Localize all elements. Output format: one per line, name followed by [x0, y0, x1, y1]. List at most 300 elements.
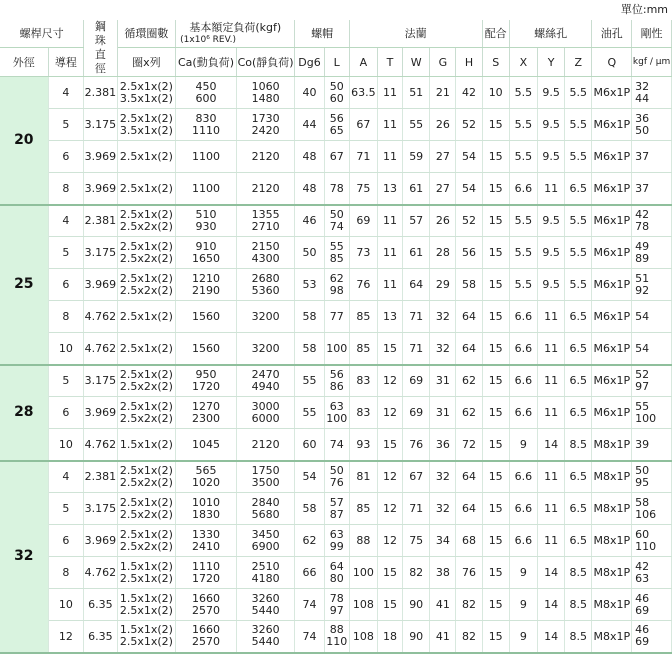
w-cell: 51	[403, 77, 430, 109]
a-cell: 67	[349, 109, 377, 141]
header-x: X	[509, 48, 537, 77]
h-cell: 82	[456, 589, 482, 621]
circuits-cell: 2.5x1x(2) 2.5x2x(2)	[117, 397, 176, 429]
circuits-cell: 2.5x1x(2)	[117, 173, 176, 205]
ca-cell: 1100	[176, 173, 237, 205]
dg6-cell: 53	[295, 269, 324, 301]
stiffness-cell: 51 92	[632, 269, 672, 301]
h-cell: 64	[456, 333, 482, 365]
ball-dia-cell: 3.175	[84, 237, 117, 269]
s-cell: 15	[482, 301, 509, 333]
z-cell: 6.5	[565, 493, 592, 525]
dg6-cell: 48	[295, 173, 324, 205]
z-cell: 6.5	[565, 365, 592, 397]
co-cell: 3450 6900	[236, 525, 295, 557]
q-cell: M8x1P	[592, 589, 632, 621]
header-circuits-sub: 圈x列	[117, 48, 176, 77]
dg6-cell: 58	[295, 493, 324, 525]
table-row	[0, 621, 672, 653]
q-cell: M6x1P	[592, 269, 632, 301]
a-cell: 100	[349, 557, 377, 589]
z-cell: 5.5	[565, 269, 592, 301]
lead-cell: 5	[48, 237, 84, 269]
w-cell: 61	[403, 237, 430, 269]
outer-dia-cell: 20	[0, 77, 48, 205]
a-cell: 85	[349, 301, 377, 333]
header-y: Y	[538, 48, 565, 77]
header-h: H	[456, 48, 482, 77]
s-cell: 15	[482, 141, 509, 173]
dg6-cell: 62	[295, 525, 324, 557]
q-cell: M6x1P	[592, 205, 632, 237]
z-cell: 5.5	[565, 77, 592, 109]
co-cell: 1750 3500	[236, 461, 295, 493]
header-flange: 法蘭	[349, 20, 482, 48]
x-cell: 5.5	[509, 141, 537, 173]
a-cell: 69	[349, 205, 377, 237]
y-cell: 11	[538, 493, 565, 525]
g-cell: 21	[430, 77, 456, 109]
g-cell: 31	[430, 397, 456, 429]
w-cell: 82	[403, 557, 430, 589]
stiffness-cell: 32 44	[632, 77, 672, 109]
header-lead: 導程	[48, 48, 84, 77]
z-cell: 6.5	[565, 333, 592, 365]
stiffness-cell: 46 69	[632, 589, 672, 621]
stiffness-cell: 36 50	[632, 109, 672, 141]
circuits-cell: 2.5x1x(2)	[117, 301, 176, 333]
header-screw-size: 螺桿尺寸	[0, 20, 84, 48]
co-cell: 3260 5440	[236, 621, 295, 653]
lead-cell: 4	[48, 77, 84, 109]
t-cell: 11	[378, 237, 403, 269]
g-cell: 26	[430, 109, 456, 141]
ca-cell: 1330 2410	[176, 525, 237, 557]
co-cell: 2120	[236, 429, 295, 461]
s-cell: 15	[482, 557, 509, 589]
unit-label: 單位:mm	[620, 3, 668, 16]
w-cell: 75	[403, 525, 430, 557]
ball-dia-cell: 3.969	[84, 141, 117, 173]
ball-dia-cell: 2.381	[84, 461, 117, 493]
stiffness-cell: 49 89	[632, 237, 672, 269]
l-cell: 56 65	[324, 109, 349, 141]
h-cell: 52	[456, 109, 482, 141]
q-cell: M6x1P	[592, 141, 632, 173]
dg6-cell: 44	[295, 109, 324, 141]
g-cell: 41	[430, 621, 456, 653]
q-cell: M6x1P	[592, 173, 632, 205]
stiffness-cell: 42 78	[632, 205, 672, 237]
x-cell: 6.6	[509, 173, 537, 205]
s-cell: 15	[482, 333, 509, 365]
h-cell: 62	[456, 397, 482, 429]
ca-cell: 910 1650	[176, 237, 237, 269]
table-row	[0, 397, 672, 429]
table-row	[0, 333, 672, 365]
q-cell: M8x1P	[592, 621, 632, 653]
stiffness-cell: 58 106	[632, 493, 672, 525]
l-cell: 78	[324, 173, 349, 205]
co-cell: 3000 6000	[236, 397, 295, 429]
t-cell: 11	[378, 205, 403, 237]
x-cell: 6.6	[509, 461, 537, 493]
ball-dia-cell: 2.381	[84, 205, 117, 237]
lead-cell: 6	[48, 141, 84, 173]
y-cell: 14	[538, 621, 565, 653]
circuits-cell: 2.5x1x(2) 2.5x2x(2)	[117, 205, 176, 237]
stiffness-cell: 42 63	[632, 557, 672, 589]
a-cell: 75	[349, 173, 377, 205]
g-cell: 32	[430, 301, 456, 333]
lead-cell: 6	[48, 525, 84, 557]
lead-cell: 8	[48, 301, 84, 333]
stiffness-cell: 37	[632, 173, 672, 205]
g-cell: 32	[430, 333, 456, 365]
co-cell: 3260 5440	[236, 589, 295, 621]
co-cell: 1355 2710	[236, 205, 295, 237]
g-cell: 31	[430, 365, 456, 397]
table-row	[0, 173, 672, 205]
x-cell: 5.5	[509, 269, 537, 301]
w-cell: 71	[403, 301, 430, 333]
table-row	[0, 301, 672, 333]
co-cell: 2120	[236, 141, 295, 173]
header-load-rating: 基本額定負荷(kgf) (1x10⁶ REV.)	[176, 20, 295, 48]
w-cell: 67	[403, 461, 430, 493]
h-cell: 64	[456, 301, 482, 333]
q-cell: M6x1P	[592, 109, 632, 141]
y-cell: 9.5	[538, 109, 565, 141]
dg6-cell: 50	[295, 237, 324, 269]
y-cell: 11	[538, 301, 565, 333]
h-cell: 72	[456, 429, 482, 461]
x-cell: 5.5	[509, 205, 537, 237]
lead-cell: 10	[48, 589, 84, 621]
x-cell: 5.5	[509, 77, 537, 109]
y-cell: 14	[538, 557, 565, 589]
outer-dia-cell: 28	[0, 365, 48, 461]
circuits-cell: 2.5x1x(2)	[117, 333, 176, 365]
h-cell: 52	[456, 205, 482, 237]
stiffness-cell: 37	[632, 141, 672, 173]
header-circuits: 循環圈數	[117, 20, 176, 48]
s-cell: 15	[482, 429, 509, 461]
s-cell: 15	[482, 493, 509, 525]
header-screw-hole: 螺絲孔	[509, 20, 592, 48]
w-cell: 71	[403, 333, 430, 365]
z-cell: 8.5	[565, 621, 592, 653]
h-cell: 82	[456, 621, 482, 653]
co-cell: 2510 4180	[236, 557, 295, 589]
w-cell: 69	[403, 397, 430, 429]
table-row	[0, 557, 672, 589]
header-oil-hole: 油孔	[592, 20, 632, 48]
t-cell: 13	[378, 173, 403, 205]
z-cell: 8.5	[565, 557, 592, 589]
t-cell: 15	[378, 333, 403, 365]
header-g: G	[430, 48, 456, 77]
g-cell: 36	[430, 429, 456, 461]
ca-cell: 1270 2300	[176, 397, 237, 429]
circuits-cell: 1.5x1x(2)	[117, 429, 176, 461]
z-cell: 8.5	[565, 429, 592, 461]
q-cell: M8x1P	[592, 493, 632, 525]
l-cell: 64 80	[324, 557, 349, 589]
circuits-cell: 2.5x1x(2)	[117, 141, 176, 173]
dg6-cell: 40	[295, 77, 324, 109]
z-cell: 6.5	[565, 397, 592, 429]
co-cell: 2150 4300	[236, 237, 295, 269]
lead-cell: 12	[48, 621, 84, 653]
a-cell: 76	[349, 269, 377, 301]
h-cell: 54	[456, 173, 482, 205]
w-cell: 71	[403, 493, 430, 525]
a-cell: 93	[349, 429, 377, 461]
x-cell: 5.5	[509, 109, 537, 141]
ball-dia-cell: 4.762	[84, 557, 117, 589]
y-cell: 14	[538, 589, 565, 621]
ca-cell: 1660 2570	[176, 589, 237, 621]
table-row	[0, 461, 672, 493]
z-cell: 6.5	[565, 301, 592, 333]
co-cell: 2470 4940	[236, 365, 295, 397]
a-cell: 73	[349, 237, 377, 269]
header-t: T	[378, 48, 403, 77]
stiffness-cell: 52 97	[632, 365, 672, 397]
l-cell: 67	[324, 141, 349, 173]
t-cell: 11	[378, 141, 403, 173]
q-cell: M6x1P	[592, 333, 632, 365]
q-cell: M6x1P	[592, 77, 632, 109]
z-cell: 6.5	[565, 525, 592, 557]
z-cell: 5.5	[565, 205, 592, 237]
ca-cell: 950 1720	[176, 365, 237, 397]
x-cell: 9	[509, 589, 537, 621]
dg6-cell: 66	[295, 557, 324, 589]
dg6-cell: 74	[295, 589, 324, 621]
ball-dia-cell: 6.35	[84, 621, 117, 653]
table-row	[0, 141, 672, 173]
q-cell: M8x1P	[592, 557, 632, 589]
w-cell: 57	[403, 205, 430, 237]
y-cell: 9.5	[538, 77, 565, 109]
table-row	[0, 237, 672, 269]
y-cell: 11	[538, 365, 565, 397]
a-cell: 81	[349, 461, 377, 493]
q-cell: M6x1P	[592, 237, 632, 269]
h-cell: 54	[456, 141, 482, 173]
z-cell: 6.5	[565, 173, 592, 205]
ca-cell: 1045	[176, 429, 237, 461]
s-cell: 15	[482, 525, 509, 557]
table-row	[0, 525, 672, 557]
w-cell: 55	[403, 109, 430, 141]
a-cell: 83	[349, 397, 377, 429]
table-row	[0, 109, 672, 141]
l-cell: 77	[324, 301, 349, 333]
x-cell: 5.5	[509, 237, 537, 269]
co-cell: 2840 5680	[236, 493, 295, 525]
s-cell: 15	[482, 397, 509, 429]
l-cell: 56 86	[324, 365, 349, 397]
s-cell: 15	[482, 589, 509, 621]
ca-cell: 1100	[176, 141, 237, 173]
ball-dia-cell: 3.969	[84, 269, 117, 301]
t-cell: 12	[378, 493, 403, 525]
header-fit: 配合	[482, 20, 509, 48]
a-cell: 88	[349, 525, 377, 557]
y-cell: 14	[538, 429, 565, 461]
co-cell: 1060 1480	[236, 77, 295, 109]
t-cell: 15	[378, 429, 403, 461]
t-cell: 15	[378, 557, 403, 589]
ca-cell: 1110 1720	[176, 557, 237, 589]
ca-cell: 450 600	[176, 77, 237, 109]
x-cell: 6.6	[509, 525, 537, 557]
co-cell: 3200	[236, 301, 295, 333]
table-body	[0, 77, 672, 653]
header-w: W	[403, 48, 430, 77]
co-cell: 2120	[236, 173, 295, 205]
s-cell: 15	[482, 237, 509, 269]
header-z: Z	[565, 48, 592, 77]
lead-cell: 10	[48, 333, 84, 365]
circuits-cell: 2.5x1x(2) 3.5x1x(2)	[117, 77, 176, 109]
circuits-cell: 2.5x1x(2) 2.5x2x(2)	[117, 525, 176, 557]
ca-cell: 1210 2190	[176, 269, 237, 301]
t-cell: 15	[378, 589, 403, 621]
s-cell: 15	[482, 621, 509, 653]
y-cell: 9.5	[538, 237, 565, 269]
a-cell: 108	[349, 589, 377, 621]
y-cell: 11	[538, 173, 565, 205]
t-cell: 12	[378, 365, 403, 397]
l-cell: 55 85	[324, 237, 349, 269]
circuits-cell: 2.5x1x(2) 2.5x2x(2)	[117, 365, 176, 397]
stiffness-cell: 54	[632, 301, 672, 333]
w-cell: 76	[403, 429, 430, 461]
lead-cell: 4	[48, 205, 84, 237]
ball-dia-cell: 4.762	[84, 301, 117, 333]
header-dg6: Dg6	[295, 48, 324, 77]
h-cell: 62	[456, 365, 482, 397]
ca-cell: 565 1020	[176, 461, 237, 493]
stiffness-cell: 46 69	[632, 621, 672, 653]
x-cell: 6.6	[509, 365, 537, 397]
l-cell: 50 60	[324, 77, 349, 109]
a-cell: 108	[349, 621, 377, 653]
g-cell: 27	[430, 173, 456, 205]
lead-cell: 4	[48, 461, 84, 493]
g-cell: 38	[430, 557, 456, 589]
h-cell: 64	[456, 493, 482, 525]
header-outer-dia: 外徑	[0, 48, 48, 77]
table-row	[0, 493, 672, 525]
header-s: S	[482, 48, 509, 77]
ca-cell: 510 930	[176, 205, 237, 237]
ball-dia-cell: 3.175	[84, 365, 117, 397]
l-cell: 100	[324, 333, 349, 365]
l-cell: 74	[324, 429, 349, 461]
l-cell: 88 110	[324, 621, 349, 653]
s-cell: 15	[482, 269, 509, 301]
co-cell: 1730 2420	[236, 109, 295, 141]
header-q: Q	[592, 48, 632, 77]
dg6-cell: 58	[295, 333, 324, 365]
s-cell: 10	[482, 77, 509, 109]
stiffness-cell: 39	[632, 429, 672, 461]
h-cell: 64	[456, 461, 482, 493]
q-cell: M6x1P	[592, 365, 632, 397]
circuits-cell: 2.5x1x(2) 2.5x2x(2)	[117, 237, 176, 269]
y-cell: 11	[538, 525, 565, 557]
lead-cell: 5	[48, 365, 84, 397]
header-ball-dia: 鋼珠直徑	[84, 20, 117, 77]
lead-cell: 10	[48, 429, 84, 461]
w-cell: 59	[403, 141, 430, 173]
ca-cell: 1660 2570	[176, 621, 237, 653]
a-cell: 85	[349, 333, 377, 365]
table-row	[0, 589, 672, 621]
g-cell: 32	[430, 461, 456, 493]
dg6-cell: 54	[295, 461, 324, 493]
header-l: L	[324, 48, 349, 77]
x-cell: 9	[509, 429, 537, 461]
w-cell: 90	[403, 589, 430, 621]
lead-cell: 6	[48, 269, 84, 301]
s-cell: 15	[482, 205, 509, 237]
z-cell: 5.5	[565, 141, 592, 173]
ca-cell: 1560	[176, 301, 237, 333]
stiffness-cell: 50 95	[632, 461, 672, 493]
z-cell: 8.5	[565, 589, 592, 621]
h-cell: 58	[456, 269, 482, 301]
dg6-cell: 48	[295, 141, 324, 173]
table-row	[0, 365, 672, 397]
g-cell: 26	[430, 205, 456, 237]
x-cell: 9	[509, 557, 537, 589]
t-cell: 11	[378, 269, 403, 301]
l-cell: 62 98	[324, 269, 349, 301]
lead-cell: 6	[48, 397, 84, 429]
x-cell: 6.6	[509, 397, 537, 429]
t-cell: 12	[378, 461, 403, 493]
g-cell: 34	[430, 525, 456, 557]
y-cell: 11	[538, 461, 565, 493]
q-cell: M8x1P	[592, 429, 632, 461]
w-cell: 64	[403, 269, 430, 301]
w-cell: 61	[403, 173, 430, 205]
outer-dia-cell: 25	[0, 205, 48, 365]
l-cell: 63 100	[324, 397, 349, 429]
l-cell: 50 74	[324, 205, 349, 237]
s-cell: 15	[482, 461, 509, 493]
x-cell: 9	[509, 621, 537, 653]
y-cell: 9.5	[538, 205, 565, 237]
dg6-cell: 55	[295, 397, 324, 429]
header-stiffness: 剛性	[632, 20, 672, 48]
h-cell: 56	[456, 237, 482, 269]
q-cell: M8x1P	[592, 461, 632, 493]
x-cell: 6.6	[509, 333, 537, 365]
t-cell: 11	[378, 109, 403, 141]
ball-dia-cell: 3.969	[84, 173, 117, 205]
ball-dia-cell: 3.969	[84, 397, 117, 429]
w-cell: 90	[403, 621, 430, 653]
header-nut: 螺帽	[295, 20, 349, 48]
g-cell: 29	[430, 269, 456, 301]
